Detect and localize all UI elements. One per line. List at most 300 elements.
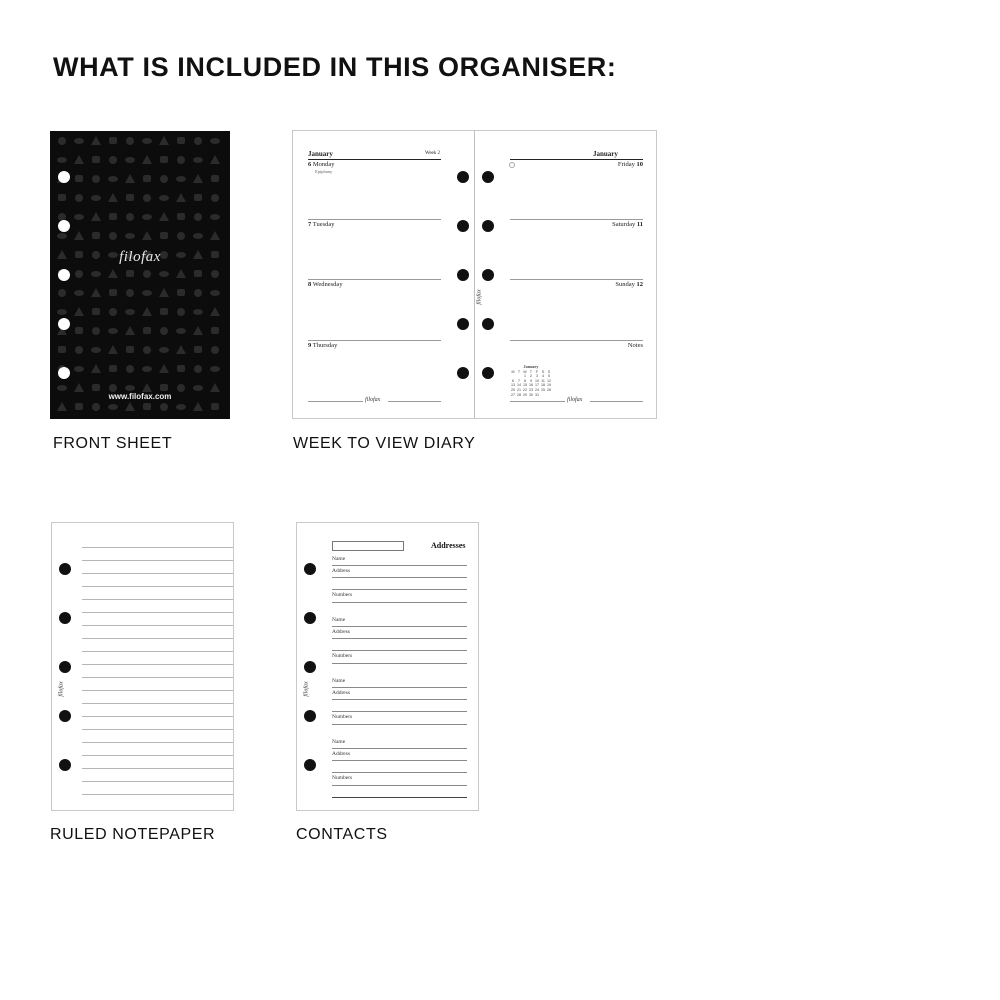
ruled-line [82,729,234,730]
field-rule [332,650,467,651]
day-monday [308,161,335,168]
mini-calendar-day: 7 [518,378,520,383]
pattern-glyph [210,231,220,240]
mini-calendar-day: 3 [536,374,538,379]
day-name: Tuesday [312,221,335,228]
pattern-glyph [177,213,185,220]
punch-hole [304,661,316,673]
pattern-glyph [126,270,134,277]
day-number: 6 [308,161,312,168]
pattern-glyph [194,194,202,201]
pattern-glyph [211,194,219,202]
punch-hole [59,759,71,771]
punch-hole [304,612,316,624]
pattern-glyph [142,307,152,316]
right-month-title: January [593,150,618,158]
pattern-glyph [75,403,83,410]
day-name: Sunday [615,281,635,288]
day-rule [308,219,441,220]
field-rule [332,772,467,773]
page-heading: WHAT IS INCLUDED IN THIS ORGANISER: [53,52,617,82]
pattern-glyph [143,346,151,354]
day-number: 10 [636,161,643,168]
mini-calendar-weekday: S [547,369,551,374]
field-rule [332,724,467,725]
pattern-glyph [160,308,168,315]
day-saturday [583,221,643,228]
side-logo: filofax [303,681,310,697]
pattern-glyph [193,385,203,391]
week-to-view-diary-image [292,130,657,419]
punch-hole [482,171,494,183]
addresses-title: Addresses [431,541,466,550]
numbers-field-label: Numbers [332,775,353,781]
pattern-glyph [57,157,67,163]
pattern-glyph [159,364,169,373]
mini-calendar-day: 10 [535,378,539,383]
side-logo: filofax [58,681,65,697]
punch-hole [482,269,494,281]
pattern-glyph [193,157,203,163]
day-name: Thursday [312,342,338,349]
pattern-glyph [176,345,186,354]
header-rule [308,159,441,160]
website-url: www.filofax.com [108,392,172,401]
pattern-glyph [194,213,202,221]
field-rule [332,663,467,664]
pattern-glyph [211,270,219,278]
pattern-glyph [193,402,203,411]
mini-calendar-day: 27 [511,392,515,397]
day-rule [510,279,643,280]
pattern-glyph [160,232,168,239]
mini-calendar-day: 2 [530,374,532,379]
moon-icon [509,162,515,168]
pattern-glyph [91,288,101,297]
pattern-glyph [210,307,220,316]
ruled-line [82,560,234,561]
pattern-glyph [57,233,67,239]
mini-calendar-day: 25 [541,387,545,392]
footer-rule [590,401,643,402]
punch-hole [457,318,469,330]
name-field-label: Name [332,739,346,745]
mini-calendar-body [510,374,552,397]
address-field-label: Address [332,629,351,635]
mini-calendar-day: 13 [511,383,515,388]
pattern-glyph [177,156,185,164]
day-name: Monday [312,161,335,168]
address-field-label: Address [332,751,351,757]
mini-calendar-weekday: M [511,369,515,374]
pattern-glyph [142,155,152,164]
contacts-caption: CONTACTS [296,826,388,843]
pattern-glyph [125,174,135,183]
footer-rule [388,401,441,402]
pattern-glyph [193,174,203,183]
pattern-glyph [74,138,84,144]
pattern-glyph [177,308,185,316]
pattern-glyph [210,214,220,220]
pattern-glyph [75,270,83,278]
week-number: Week 2 [425,151,441,156]
mini-calendar-weekday: S [541,369,545,374]
pattern-glyph [159,212,169,221]
pattern-glyph [109,156,117,164]
front-sheet-image [50,131,230,419]
footer-logo: filofax [365,397,381,403]
pattern-glyph [109,308,117,316]
pattern-glyph [108,404,118,410]
address-field-label: Address [332,690,351,696]
punch-hole [482,367,494,379]
pattern-glyph [109,384,117,392]
pattern-glyph [194,289,202,297]
pattern-glyph [58,346,66,353]
pattern-glyph [211,175,219,182]
pattern-glyph [91,347,101,353]
pattern-glyph [210,155,220,164]
mini-calendar-day: 18 [541,383,545,388]
diary-caption: WEEK TO VIEW DIARY [293,435,476,452]
pattern-glyph [143,194,151,202]
pattern-glyph [126,365,134,373]
pattern-glyph [92,175,100,183]
ruled-line [82,690,234,691]
field-rule [332,748,467,749]
mini-calendar-day: 11 [541,378,545,383]
pattern-glyph [159,271,169,277]
left-month-title: January [308,150,333,158]
pattern-glyph [91,212,101,221]
mini-calendar-day: 31 [535,392,539,397]
pattern-glyph [109,289,117,296]
pattern-glyph [142,214,152,220]
pattern-glyph [92,384,100,391]
spine-logo: filofax [476,289,483,305]
pattern-glyph [74,155,84,164]
ruled-line [82,664,234,665]
pattern-glyph [159,347,169,353]
punch-hole [457,171,469,183]
ruled-line [82,573,234,574]
pattern-glyph [193,309,203,315]
pattern-glyph [211,327,219,334]
pattern-glyph [126,194,134,201]
pattern-glyph [177,384,185,392]
field-rule [332,565,467,566]
pattern-glyph [57,402,67,411]
pattern-glyph [92,327,100,335]
name-field-label: Name [332,556,346,562]
field-rule [332,760,467,761]
pattern-glyph [91,364,101,373]
pattern-glyph [160,384,168,391]
ruled-line [82,768,234,769]
pattern-background [50,131,230,419]
pattern-glyph [210,383,220,392]
pattern-glyph [125,233,135,239]
pattern-glyph [142,383,152,392]
pattern-glyph [176,176,186,182]
punch-hole [59,563,71,575]
pattern-glyph [125,326,135,335]
name-field-label: Name [332,617,346,623]
header-rule [510,159,643,160]
pattern-glyph [91,195,101,201]
pattern-glyph [143,403,151,410]
day-number: 8 [308,281,312,288]
ruled-line [82,677,234,678]
address-field-label: Address [332,568,351,574]
ruled-line [82,703,234,704]
day-number: 11 [636,221,643,228]
punch-hole [58,171,70,183]
mini-calendar-day: 20 [511,387,515,392]
pattern-glyph [210,138,220,144]
mini-calendar [510,365,552,397]
filofax-logo: filofax [119,249,161,265]
footer-rule [308,401,363,402]
day-rule [308,340,441,341]
field-rule [332,797,467,798]
ruled-line [82,547,234,548]
pattern-glyph [58,289,66,297]
front-sheet-caption: FRONT SHEET [53,435,173,452]
punch-hole [304,759,316,771]
punch-hole [482,220,494,232]
mini-calendar-week [510,393,552,398]
pattern-glyph [211,403,219,410]
pattern-glyph [92,308,100,315]
punch-hole [59,661,71,673]
pattern-glyph [177,232,185,240]
day-friday [593,161,643,168]
tab-box [332,541,404,551]
pattern-glyph [160,403,168,411]
pattern-glyph [126,289,134,297]
mini-calendar-day: 26 [547,387,551,392]
pattern-glyph [125,385,135,391]
pattern-glyph [108,328,118,334]
mini-calendar-day: 23 [529,387,533,392]
mini-calendar-day: 28 [517,392,521,397]
pattern-glyph [57,309,67,315]
numbers-field-label: Numbers [332,653,353,659]
pattern-glyph [159,195,169,201]
ruled-line [82,742,234,743]
pattern-glyph [194,270,202,277]
mini-calendar-day: 30 [529,392,533,397]
pattern-glyph [176,328,186,334]
page-spine [474,131,475,418]
pattern-glyph [75,175,83,182]
mini-calendar-weekday: F [535,369,539,374]
punch-hole [457,367,469,379]
pattern-glyph [176,404,186,410]
name-field-label: Name [332,678,346,684]
pattern-glyph [126,213,134,221]
punch-hole [457,269,469,281]
pattern-glyph [142,366,152,372]
pattern-glyph [177,137,185,144]
mini-calendar-day: 14 [517,383,521,388]
mini-calendar-day: 6 [512,378,514,383]
pattern-glyph [57,385,67,391]
ruled-line [82,781,234,782]
footer-logo: filofax [567,397,583,403]
field-rule [332,699,467,700]
mini-calendar-day: 29 [523,392,527,397]
field-rule [332,626,467,627]
pattern-glyph [108,345,118,354]
pattern-glyph [75,346,83,354]
pattern-glyph [143,175,151,182]
ruled-line [82,755,234,756]
pattern-glyph [109,137,117,144]
pattern-glyph [177,289,185,296]
pattern-glyph [108,193,118,202]
ruled-notepaper-image [51,522,234,811]
pattern-glyph [74,383,84,392]
ruled-line [82,716,234,717]
day-number: 9 [308,342,312,349]
day-number: 7 [308,221,312,228]
pattern-glyph [159,136,169,145]
pattern-glyph [92,156,100,163]
punch-hole [304,563,316,575]
mini-calendar-day: 21 [517,387,521,392]
pattern-glyph [142,231,152,240]
pattern-glyph [75,327,83,334]
pattern-glyph [194,365,202,373]
ruled-line [82,651,234,652]
pattern-glyph [142,138,152,144]
pattern-glyph [74,290,84,296]
pattern-glyph [143,327,151,334]
ruled-notepaper-caption: RULED NOTEPAPER [50,826,216,843]
punch-hole [58,220,70,232]
mini-calendar-weekday: W [523,369,527,374]
mini-calendar-day: 24 [535,387,539,392]
pattern-glyph [160,156,168,163]
ruled-line [82,625,234,626]
pattern-glyph [74,214,84,220]
numbers-field-label: Numbers [332,592,353,598]
field-rule [332,638,467,639]
punch-hole [58,318,70,330]
mini-calendar-weekday: T [517,369,521,374]
pattern-glyph [143,270,151,278]
pattern-glyph [91,271,101,277]
pattern-glyph [160,175,168,183]
pattern-glyph [58,194,66,201]
mini-calendar-day: 8 [524,378,526,383]
day-name: Friday [617,161,635,168]
day-rule [510,219,643,220]
pattern-glyph [176,193,186,202]
pattern-glyph [109,213,117,220]
mini-calendar-day [546,393,552,398]
pattern-glyph [211,346,219,354]
punch-hole [304,710,316,722]
pattern-glyph [176,269,186,278]
pattern-glyph [210,366,220,372]
day-rule [510,340,643,341]
pattern-glyph [74,307,84,316]
mini-calendar-day: 15 [523,383,527,388]
pattern-glyph [92,403,100,411]
mini-calendar-day: 16 [529,383,533,388]
ruled-line [82,638,234,639]
ruled-line [82,612,234,613]
holiday-note: Epiphany [315,169,333,174]
day-wednesday [308,281,343,288]
field-rule [332,711,467,712]
pattern-glyph [108,176,118,182]
field-rule [332,785,467,786]
pattern-glyph [194,137,202,145]
numbers-field-label: Numbers [332,714,353,720]
punch-hole [59,612,71,624]
pattern-glyph [142,290,152,296]
pattern-glyph [109,365,117,372]
pattern-glyph [91,136,101,145]
mini-calendar-title: January [523,364,539,369]
pattern-glyph [109,232,117,240]
mini-calendar-day: 12 [547,378,551,383]
field-rule [332,602,467,603]
pattern-glyph [92,232,100,239]
day-sunday [583,281,643,288]
notes-label: Notes [627,342,643,349]
pattern-glyph [210,290,220,296]
field-rule [332,577,467,578]
pattern-glyph [108,269,118,278]
day-rule [308,279,441,280]
pattern-glyph [159,288,169,297]
pattern-glyph [126,346,134,353]
contacts-image [296,522,479,811]
field-rule [332,687,467,688]
day-name: Saturday [612,221,636,228]
day-thursday [308,342,337,349]
punch-hole [58,269,70,281]
pattern-glyph [194,346,202,353]
punch-hole [457,220,469,232]
pattern-glyph [125,402,135,411]
day-name: Wednesday [312,281,343,288]
pattern-glyph [74,231,84,240]
punch-hole [58,367,70,379]
ruled-line [82,794,234,795]
pattern-glyph [58,137,66,145]
ruled-line [82,599,234,600]
mini-calendar-day: 1 [524,374,526,379]
punch-hole [59,710,71,722]
mini-calendar-day: 9 [530,378,532,383]
mini-calendar-weekday: T [529,369,533,374]
pattern-glyph [160,327,168,335]
pattern-glyph [193,233,203,239]
field-rule [332,589,467,590]
mini-calendar-day: 22 [523,387,527,392]
pattern-glyph [74,366,84,372]
footer-rule [510,401,565,402]
mini-calendar-day: 19 [547,383,551,388]
mini-calendar-day: 4 [542,374,544,379]
day-number: 12 [636,281,643,288]
